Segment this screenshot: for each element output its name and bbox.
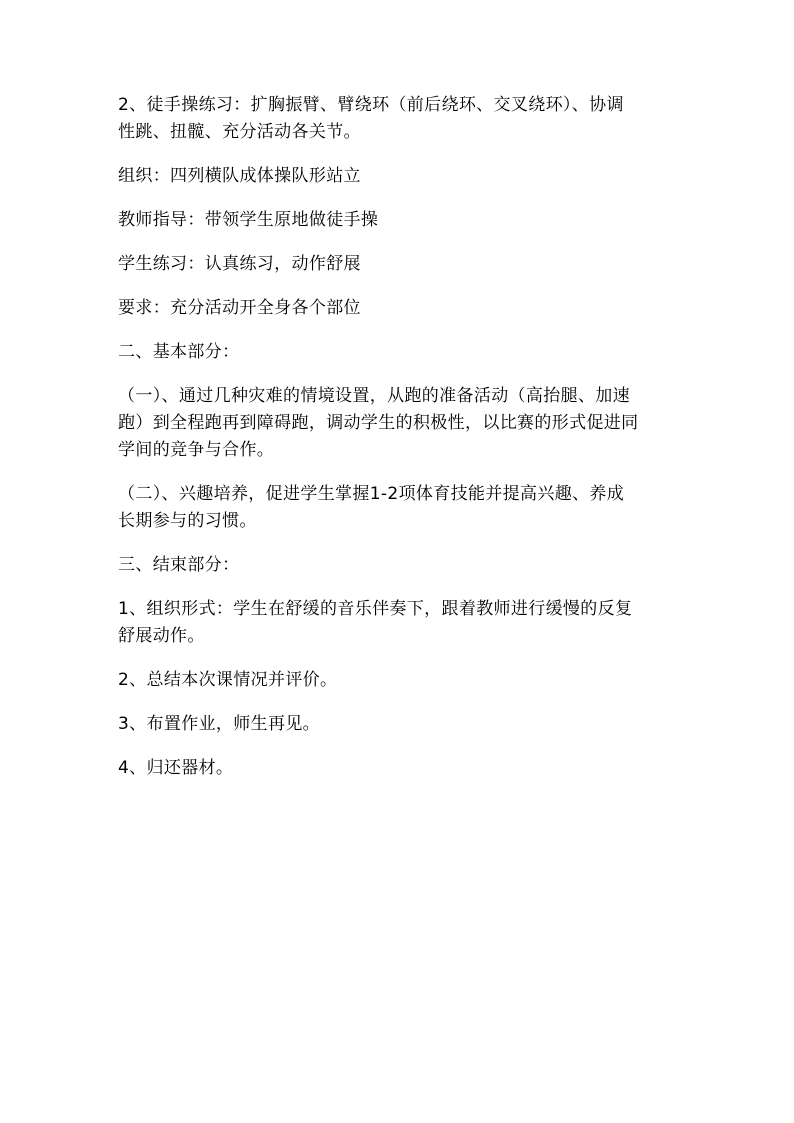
text-line: 4、归还器材。 xyxy=(118,758,234,778)
text-line: （二）、兴趣培养，促进学生掌握1-2项体育技能并提高兴趣、养成 xyxy=(118,484,625,504)
paragraph-closing-item-4 xyxy=(118,755,678,782)
section-heading-closing-part xyxy=(118,552,678,579)
text-line: 3、布置作业，师生再见。 xyxy=(118,714,321,734)
text-line: 跑）到全程跑再到障碍跑，调动学生的积极性，以比赛的形式促进同 xyxy=(118,413,639,433)
text-line: （一）、通过几种灾难的情境设置，从跑的准备活动（高抬腿、加速 xyxy=(118,386,630,406)
paragraph-teacher-guidance xyxy=(118,207,678,234)
paragraph-student-practice xyxy=(118,251,678,278)
text-line: 组织：四列横队成体操队形站立 xyxy=(118,166,361,186)
paragraph-closing-item-2 xyxy=(118,667,678,694)
text-line: 二、基本部分： xyxy=(118,342,240,362)
text-line: 教师指导：带领学生原地做徒手操 xyxy=(118,210,379,230)
text-line: 学间的竞争与合作。 xyxy=(118,440,275,460)
text-line: 2、总结本次课情况并评价。 xyxy=(118,670,338,690)
text-line: 1、组织形式：学生在舒缓的音乐伴奏下，跟着教师进行缓慢的反复 xyxy=(118,599,633,619)
text-line: 学生练习：认真练习，动作舒展 xyxy=(118,254,361,274)
text-line: 长期参与的习惯。 xyxy=(118,511,257,531)
text-line: 舒展动作。 xyxy=(118,626,205,646)
paragraph-requirements xyxy=(118,295,678,322)
document-page xyxy=(118,92,678,799)
text-line: 要求：充分活动开全身各个部位 xyxy=(118,298,361,318)
paragraph-freehand-exercise xyxy=(118,92,678,146)
section-heading-basic-part xyxy=(118,339,678,366)
paragraph-basic-part-two xyxy=(118,481,678,535)
paragraph-closing-item-3 xyxy=(118,711,678,738)
paragraph-organization xyxy=(118,163,678,190)
text-line: 2、徒手操练习：扩胸振臂、臂绕环（前后绕环、交叉绕环）、协调 xyxy=(118,95,624,115)
paragraph-closing-item-1 xyxy=(118,596,678,650)
paragraph-basic-part-one xyxy=(118,383,678,464)
text-line: 性跳、扭髋、充分活动各关节。 xyxy=(118,122,361,142)
text-line: 三、结束部分： xyxy=(118,555,240,575)
